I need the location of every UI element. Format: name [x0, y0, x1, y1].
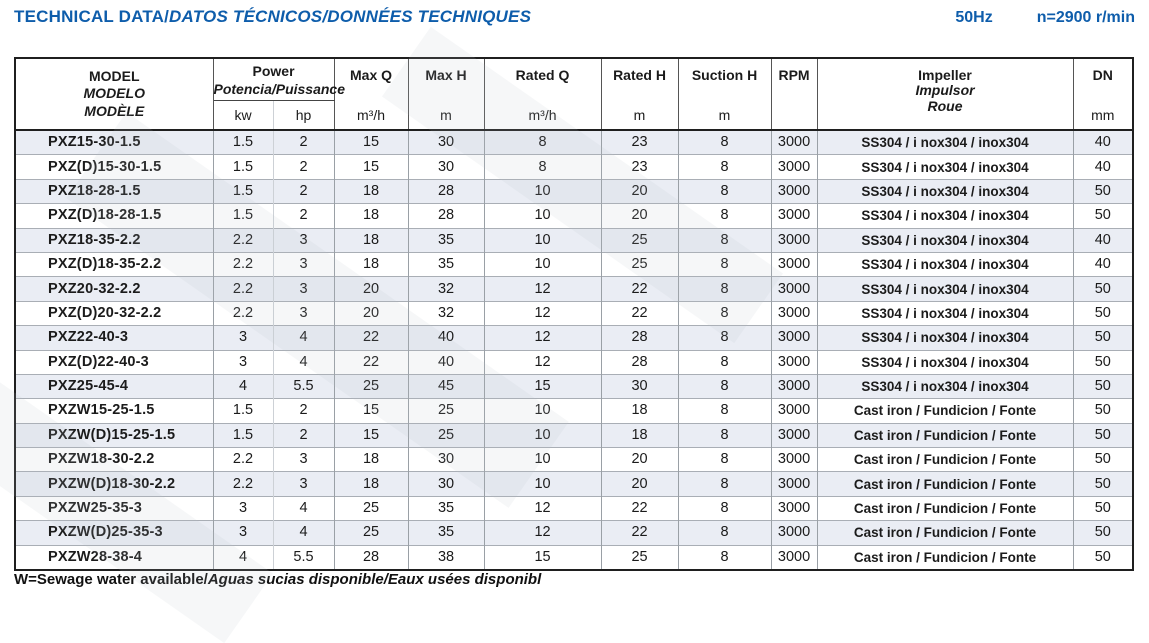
dn-cell: 50: [1073, 301, 1133, 325]
col-header-impeller: [817, 58, 1073, 130]
table-row: [15, 350, 1133, 374]
suction-h-cell: 8: [678, 423, 771, 447]
footnote: [14, 571, 541, 588]
suction-h-cell: 8: [678, 350, 771, 374]
max-q-cell: 18: [334, 472, 408, 496]
rpm-cell: 3000: [771, 179, 817, 203]
kw-cell: 1.5: [213, 423, 273, 447]
hp-cell: 5.5: [273, 374, 334, 398]
table-body: [15, 130, 1133, 570]
impeller-cell: Cast iron / Fundicion / Fonte: [817, 448, 1073, 472]
rated-q-cell: 10: [484, 448, 601, 472]
rated-q-unit: m³/h: [528, 106, 557, 123]
hp-cell: 2: [273, 179, 334, 203]
table-row: [15, 326, 1133, 350]
table-row: [15, 374, 1133, 398]
rated-q-cell: 10: [484, 472, 601, 496]
impeller-cell: SS304 / i nox304 / inox304: [817, 277, 1073, 301]
rated-h-cell: 18: [601, 399, 678, 423]
hp-cell: 5.5: [273, 545, 334, 570]
hp-cell: 2: [273, 399, 334, 423]
dn-cell: 50: [1073, 350, 1133, 374]
kw-cell: 3: [213, 326, 273, 350]
table-header: [15, 58, 1133, 130]
hp-cell: 3: [273, 472, 334, 496]
max-q-cell: 18: [334, 448, 408, 472]
hp-cell: 3: [273, 301, 334, 325]
hp-cell: 3: [273, 252, 334, 276]
rpm-cell: 3000: [771, 252, 817, 276]
frequency-label: 50Hz: [955, 9, 993, 26]
technical-data-table: [14, 57, 1134, 571]
rpm-cell: 3000: [771, 301, 817, 325]
max-q-cell: 22: [334, 350, 408, 374]
model-header-es: MODELO: [83, 85, 145, 102]
suction-h-unit: m: [718, 106, 731, 123]
table-row: [15, 521, 1133, 545]
table-row: [15, 496, 1133, 520]
dn-cell: 40: [1073, 155, 1133, 179]
suction-h-cell: 8: [678, 545, 771, 570]
page-header: [14, 7, 1135, 27]
max-h-cell: 25: [408, 423, 484, 447]
impeller-cell: Cast iron / Fundicion / Fonte: [817, 472, 1073, 496]
kw-cell: 1.5: [213, 155, 273, 179]
kw-cell: 1.5: [213, 179, 273, 203]
rated-h-cell: 25: [601, 252, 678, 276]
max-h-cell: 35: [408, 521, 484, 545]
impeller-cell: SS304 / i nox304 / inox304: [817, 130, 1073, 155]
max-h-cell: 32: [408, 301, 484, 325]
model-cell: PXZ20-32-2.2: [15, 277, 213, 301]
suction-h-cell: 8: [678, 179, 771, 203]
hp-cell: 4: [273, 521, 334, 545]
col-header-max-q: Max Q m³/h: [334, 58, 408, 130]
suction-h-cell: 8: [678, 472, 771, 496]
max-h-cell: 38: [408, 545, 484, 570]
rpm-cell: 3000: [771, 155, 817, 179]
impeller-cell: Cast iron / Fundicion / Fonte: [817, 423, 1073, 447]
speed-label: n=2900 r/min: [1036, 9, 1135, 26]
rated-q-cell: 10: [484, 252, 601, 276]
table-row: [15, 472, 1133, 496]
hp-cell: 2: [273, 204, 334, 228]
model-cell: PXZ(D)22-40-3: [15, 350, 213, 374]
max-q-cell: 15: [334, 423, 408, 447]
model-cell: PXZ15-30-1.5: [15, 130, 213, 155]
impeller-cell: Cast iron / Fundicion / Fonte: [817, 545, 1073, 570]
rated-q-cell: 12: [484, 326, 601, 350]
table-row: [15, 399, 1133, 423]
rated-q-cell: 10: [484, 228, 601, 252]
kw-cell: 2.2: [213, 277, 273, 301]
dn-cell: 50: [1073, 399, 1133, 423]
col-header-kw: kw: [213, 101, 273, 131]
table-row: [15, 545, 1133, 570]
hp-cell: 4: [273, 496, 334, 520]
model-cell: PXZ25-45-4: [15, 374, 213, 398]
model-cell: PXZW(D)15-25-1.5: [15, 423, 213, 447]
max-q-cell: 22: [334, 326, 408, 350]
page-title-main: TECHNICAL DATA/: [14, 7, 170, 26]
suction-h-cell: 8: [678, 204, 771, 228]
dn-cell: 40: [1073, 228, 1133, 252]
hp-cell: 3: [273, 228, 334, 252]
impeller-cell: SS304 / i nox304 / inox304: [817, 155, 1073, 179]
hp-cell: 3: [273, 277, 334, 301]
rpm-cell: 3000: [771, 374, 817, 398]
rated-h-cell: 28: [601, 326, 678, 350]
rated-q-cell: 8: [484, 155, 601, 179]
dn-cell: 50: [1073, 204, 1133, 228]
max-h-unit: m: [440, 106, 452, 123]
rpm-cell: 3000: [771, 448, 817, 472]
impeller-header-es: Impulsor: [915, 82, 975, 98]
dn-unit: mm: [1091, 106, 1115, 123]
hp-cell: 2: [273, 130, 334, 155]
hp-cell: 4: [273, 326, 334, 350]
col-header-suction-h: Suction H m: [678, 58, 771, 130]
model-cell: PXZ18-35-2.2: [15, 228, 213, 252]
model-cell: PXZW25-35-3: [15, 496, 213, 520]
kw-cell: 2.2: [213, 228, 273, 252]
rated-h-unit: m: [633, 106, 646, 123]
rated-h-cell: 23: [601, 155, 678, 179]
rated-q-cell: 12: [484, 521, 601, 545]
table-row: [15, 130, 1133, 155]
dn-cell: 50: [1073, 472, 1133, 496]
max-q-cell: 28: [334, 545, 408, 570]
dn-cell: 50: [1073, 374, 1133, 398]
table-row: [15, 448, 1133, 472]
max-q-unit: m³/h: [357, 106, 386, 123]
rpm-cell: 3000: [771, 399, 817, 423]
impeller-header-fr: Roue: [927, 97, 963, 114]
kw-cell: 2.2: [213, 301, 273, 325]
impeller-cell: Cast iron / Fundicion / Fonte: [817, 521, 1073, 545]
kw-cell: 2.2: [213, 472, 273, 496]
model-cell: PXZ22-40-3: [15, 326, 213, 350]
suction-h-cell: 8: [678, 326, 771, 350]
rpm-cell: 3000: [771, 496, 817, 520]
header-specs: [955, 9, 1135, 27]
rated-h-cell: 22: [601, 301, 678, 325]
model-cell: PXZW(D)25-35-3: [15, 521, 213, 545]
rated-h-cell: 22: [601, 521, 678, 545]
col-header-model: [15, 58, 213, 130]
rpm-cell: 3000: [771, 326, 817, 350]
max-q-cell: 18: [334, 204, 408, 228]
table-row: [15, 423, 1133, 447]
rpm-cell: 3000: [771, 545, 817, 570]
power-header-en: Power: [252, 62, 295, 79]
rated-h-cell: 20: [601, 204, 678, 228]
max-h-cell: 35: [408, 252, 484, 276]
kw-cell: 1.5: [213, 399, 273, 423]
suction-h-cell: 8: [678, 399, 771, 423]
rated-h-cell: 22: [601, 277, 678, 301]
suction-h-cell: 8: [678, 301, 771, 325]
page-title-translations: DATOS TÉCNICOS/DONNÉES TECHNIQUES: [169, 7, 532, 26]
suction-h-cell: 8: [678, 252, 771, 276]
dn-cell: 50: [1073, 521, 1133, 545]
col-header-rated-h: Rated H m: [601, 58, 678, 130]
rated-q-cell: 10: [484, 423, 601, 447]
max-h-cell: 30: [408, 448, 484, 472]
max-h-cell: 30: [408, 472, 484, 496]
max-h-cell: 30: [408, 155, 484, 179]
model-cell: PXZ(D)18-28-1.5: [15, 204, 213, 228]
impeller-cell: SS304 / i nox304 / inox304: [817, 350, 1073, 374]
table-row: [15, 252, 1133, 276]
max-q-cell: 15: [334, 399, 408, 423]
rated-h-cell: 28: [601, 350, 678, 374]
max-h-cell: 35: [408, 496, 484, 520]
kw-cell: 2.2: [213, 252, 273, 276]
col-header-hp: hp: [273, 101, 334, 131]
footnote-main: W=Sewage water available/: [14, 571, 208, 588]
rpm-cell: 3000: [771, 228, 817, 252]
rated-q-cell: 10: [484, 179, 601, 203]
model-cell: PXZW(D)18-30-2.2: [15, 472, 213, 496]
rated-h-cell: 20: [601, 448, 678, 472]
suction-h-cell: 8: [678, 448, 771, 472]
rated-q-cell: 12: [484, 350, 601, 374]
max-q-cell: 25: [334, 496, 408, 520]
kw-cell: 4: [213, 374, 273, 398]
max-q-cell: 20: [334, 301, 408, 325]
hp-cell: 4: [273, 350, 334, 374]
hp-cell: 3: [273, 448, 334, 472]
max-q-cell: 18: [334, 252, 408, 276]
dn-cell: 50: [1073, 496, 1133, 520]
max-q-cell: 25: [334, 374, 408, 398]
suction-h-cell: 8: [678, 277, 771, 301]
rpm-cell: 3000: [771, 130, 817, 155]
rated-q-cell: 8: [484, 130, 601, 155]
kw-cell: 3: [213, 496, 273, 520]
max-h-cell: 35: [408, 228, 484, 252]
table-row: [15, 155, 1133, 179]
dn-cell: 50: [1073, 423, 1133, 447]
impeller-cell: SS304 / i nox304 / inox304: [817, 301, 1073, 325]
suction-h-cell: 8: [678, 228, 771, 252]
kw-cell: 1.5: [213, 204, 273, 228]
max-q-cell: 25: [334, 521, 408, 545]
col-header-rpm: RPM: [771, 58, 817, 130]
hp-cell: 2: [273, 423, 334, 447]
dn-cell: 40: [1073, 252, 1133, 276]
col-header-rated-q: Rated Q m³/h: [484, 58, 601, 130]
kw-cell: 1.5: [213, 130, 273, 155]
dn-cell: 50: [1073, 277, 1133, 301]
impeller-cell: SS304 / i nox304 / inox304: [817, 204, 1073, 228]
rated-q-cell: 12: [484, 301, 601, 325]
suction-h-cell: 8: [678, 155, 771, 179]
dn-cell: 50: [1073, 179, 1133, 203]
rpm-cell: 3000: [771, 423, 817, 447]
dn-cell: 50: [1073, 448, 1133, 472]
kw-cell: 3: [213, 521, 273, 545]
model-cell: PXZ(D)18-35-2.2: [15, 252, 213, 276]
rated-h-cell: 22: [601, 496, 678, 520]
max-h-cell: 28: [408, 204, 484, 228]
suction-h-cell: 8: [678, 374, 771, 398]
table-row: [15, 179, 1133, 203]
rpm-cell: 3000: [771, 521, 817, 545]
model-cell: PXZW28-38-4: [15, 545, 213, 570]
rpm-cell: 3000: [771, 472, 817, 496]
kw-cell: 3: [213, 350, 273, 374]
footnote-translations: Aguas sucias disponible/Eaux usées disponibl: [207, 571, 542, 588]
impeller-cell: Cast iron / Fundicion / Fonte: [817, 399, 1073, 423]
model-header-fr: MODÈLE: [84, 102, 145, 119]
impeller-cell: Cast iron / Fundicion / Fonte: [817, 496, 1073, 520]
suction-h-cell: 8: [678, 130, 771, 155]
page-title: [14, 7, 531, 27]
impeller-cell: SS304 / i nox304 / inox304: [817, 374, 1073, 398]
max-q-cell: 18: [334, 228, 408, 252]
model-header-en: MODEL: [88, 67, 140, 84]
impeller-cell: SS304 / i nox304 / inox304: [817, 228, 1073, 252]
impeller-header-en: Impeller: [918, 66, 972, 83]
kw-cell: 4: [213, 545, 273, 570]
model-cell: PXZW15-25-1.5: [15, 399, 213, 423]
dn-cell: 40: [1073, 130, 1133, 155]
max-h-cell: 40: [408, 350, 484, 374]
impeller-cell: SS304 / i nox304 / inox304: [817, 252, 1073, 276]
col-header-dn: DN mm: [1073, 58, 1133, 130]
rated-q-cell: 10: [484, 399, 601, 423]
power-header-es-fr: Potencia/Puissance: [213, 80, 346, 97]
dn-cell: 50: [1073, 545, 1133, 570]
max-q-cell: 15: [334, 130, 408, 155]
model-cell: PXZ(D)15-30-1.5: [15, 155, 213, 179]
max-q-cell: 20: [334, 277, 408, 301]
rated-q-cell: 12: [484, 496, 601, 520]
rpm-cell: 3000: [771, 350, 817, 374]
table-row: [15, 277, 1133, 301]
rated-h-cell: 25: [601, 228, 678, 252]
rpm-cell: 3000: [771, 204, 817, 228]
rated-h-cell: 30: [601, 374, 678, 398]
col-header-max-h: Max H m: [408, 58, 484, 130]
table-row: [15, 301, 1133, 325]
rated-q-cell: 15: [484, 374, 601, 398]
max-h-cell: 45: [408, 374, 484, 398]
suction-h-cell: 8: [678, 496, 771, 520]
model-cell: PXZ(D)20-32-2.2: [15, 301, 213, 325]
table-row: [15, 204, 1133, 228]
max-h-cell: 40: [408, 326, 484, 350]
suction-h-cell: 8: [678, 521, 771, 545]
table-row: [15, 228, 1133, 252]
max-h-cell: 32: [408, 277, 484, 301]
rated-h-cell: 20: [601, 179, 678, 203]
max-h-cell: 28: [408, 179, 484, 203]
model-cell: PXZ18-28-1.5: [15, 179, 213, 203]
impeller-cell: SS304 / i nox304 / inox304: [817, 179, 1073, 203]
rated-h-cell: 20: [601, 472, 678, 496]
rated-q-cell: 15: [484, 545, 601, 570]
rated-q-cell: 10: [484, 204, 601, 228]
rated-q-cell: 12: [484, 277, 601, 301]
max-q-cell: 18: [334, 179, 408, 203]
kw-cell: 2.2: [213, 448, 273, 472]
max-q-cell: 15: [334, 155, 408, 179]
hp-cell: 2: [273, 155, 334, 179]
rated-h-cell: 23: [601, 130, 678, 155]
col-header-power: [213, 58, 346, 101]
rated-h-cell: 25: [601, 545, 678, 570]
impeller-cell: SS304 / i nox304 / inox304: [817, 326, 1073, 350]
rpm-cell: 3000: [771, 277, 817, 301]
max-h-cell: 30: [408, 130, 484, 155]
model-cell: PXZW18-30-2.2: [15, 448, 213, 472]
dn-cell: 50: [1073, 326, 1133, 350]
rated-h-cell: 18: [601, 423, 678, 447]
max-h-cell: 25: [408, 399, 484, 423]
